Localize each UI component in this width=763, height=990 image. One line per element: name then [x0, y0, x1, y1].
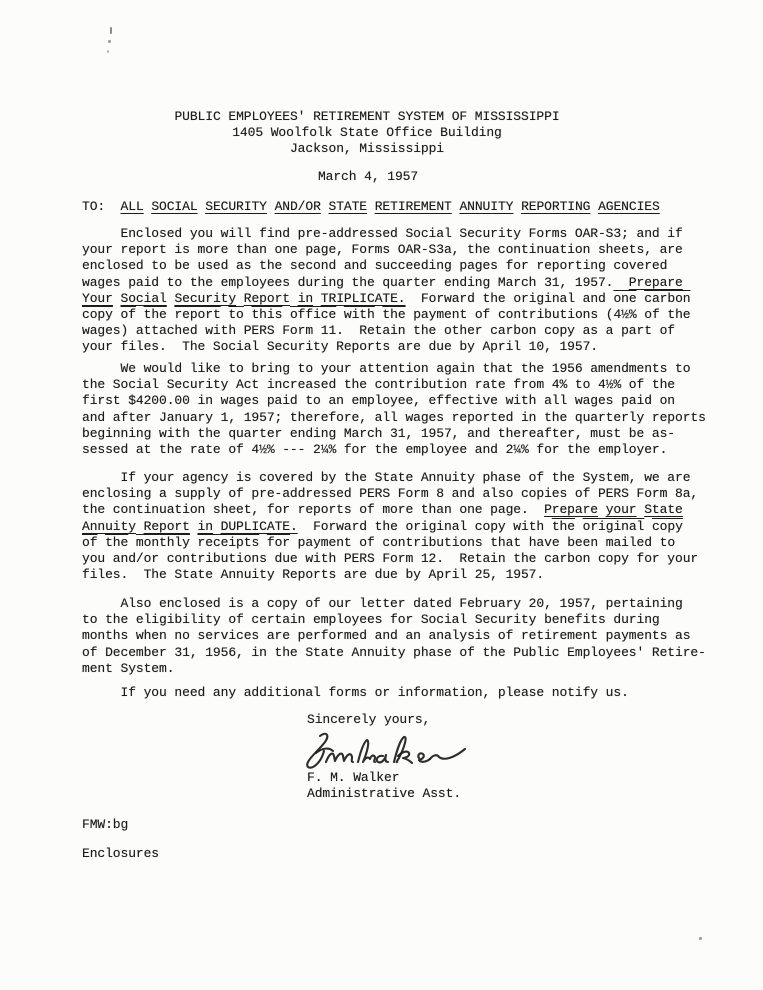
org-address-line2: Jackson, Mississippi [289, 141, 445, 156]
typist-reference: FMW:bg [82, 817, 129, 832]
scan-artifact [110, 27, 112, 34]
paragraph-enclosed-letter: Also enclosed is a copy of our letter dated February 20, 1957, pertaining to the eligibility of certain employees for Social Security benefits during months when no services are performed and an analysis of retirement payments as of December 31, 1956, in the State Annuity phase of the Public Employees' Retire- ment System. [82, 596, 706, 676]
paragraph-contribution-rate: We would like to bring to your attention again that the 1956 amendments to the Social Security Act increased the contribution rate from 4% to 4½% of the first $4200.00 in wages paid to an employee, effective with all wages paid on and after January 1, 1957; therefore, all wages reported in the quarterly reports beginning with the quarter ending March 31, 1957, and thereafter, must be as- sessed at the rate of 4½% --- 2¼% for the employee and 2¼% for the employer. [82, 361, 706, 458]
to-line: TO: ALL SOCIAL SECURITY AND/OR STATE RETIREMENT ANNUITY REPORTING AGENCIES [82, 199, 660, 214]
org-address-line1: 1405 Woolfolk State Office Building [232, 125, 502, 140]
letter-date: March 4, 1957 [317, 169, 419, 184]
signer-title: Administrative Asst. [307, 785, 462, 801]
paragraph-state-annuity: If your agency is covered by the State Annuity phase of the System, we are enclosing a supply of pre-addressed PERS Form 8 and also copies of PERS Form 8a, the continuation sheet, for reports of more than one page. Prepare your State Annuity Report in DUPLICATE. Forward the original copy with $\overline{the}$ original copy $\overline{of}$ $\overline{the}$ monthly receipts $\overline{for}$ payment of contributions that have been mailed to you and/or contributions due with PERS Form 12. Retain the carbon copy for your files. The State Annuity Reports are due by April 25, 1957. [82, 470, 699, 583]
scan-artifact [107, 50, 109, 53]
letterhead [0, 109, 734, 157]
paragraph-additional-forms: If you need any additional forms or information, please notify us. [82, 685, 629, 700]
scan-artifact [699, 937, 702, 940]
signature-image [302, 729, 470, 771]
org-name: PUBLIC EMPLOYEES' RETIREMENT SYSTEM OF MISSISSIPPI [174, 109, 560, 124]
enclosures-note: Enclosures [82, 846, 160, 861]
handwritten-signature [302, 729, 470, 771]
salutation: Sincerely yours, [307, 712, 431, 727]
signer-name: F. M. Walker [307, 770, 400, 785]
signer-block [307, 770, 461, 801]
scan-artifact [108, 40, 111, 43]
paragraph-social-security-forms: Enclosed you will find pre-addressed Social Security Forms OAR-S3; and if your report is more than one page, Forms OAR-S3a, the continuation sheets, are enclosed to be used as the second and succeeding pages for reporting covered wages paid to the employees during the quarter ending March 31, 1957. Prepare Your Social Security Report in TRIPLICATE. Forward the original and $\overline{one}$ carbon copy $\overline{of}$ $\overline{the}$ report $\overline{to}$ this office with $\overline{the}$ payment of contributions (4½% of the wages) attached with PERS Form 11. Retain the other carbon copy as a part of your files. The Social Security Reports are due by April 10, 1957. [82, 226, 691, 355]
